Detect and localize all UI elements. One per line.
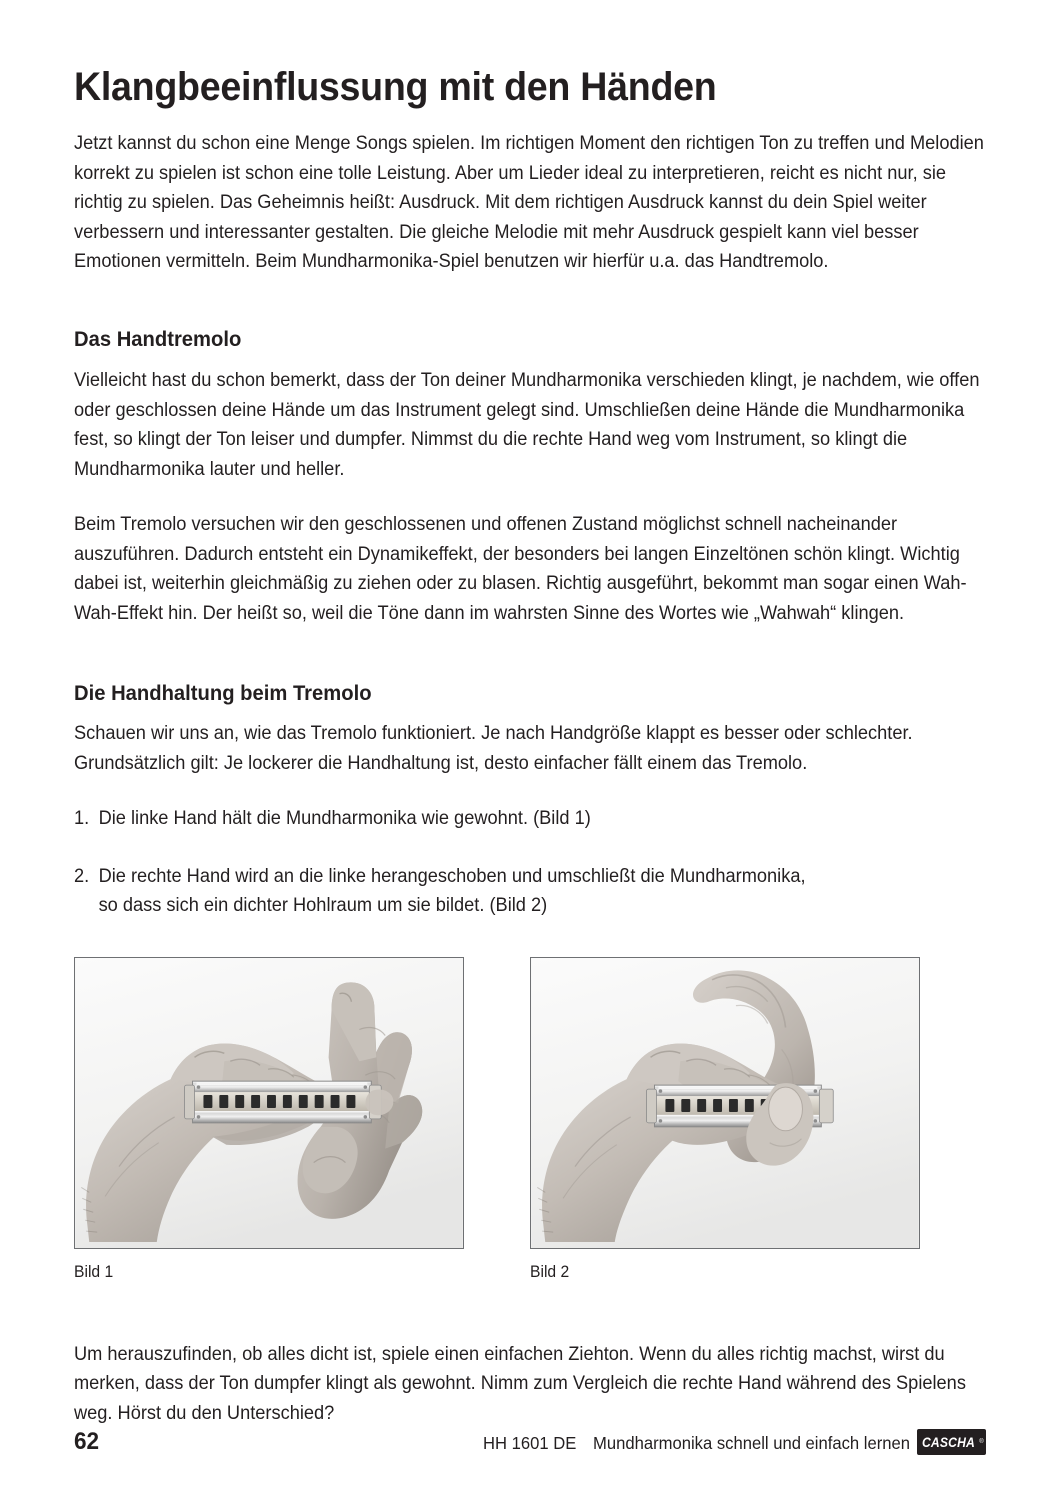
page-number: 62: [74, 1428, 100, 1455]
figure-bild-2: [530, 957, 922, 1282]
photo-frame-1: [74, 957, 464, 1249]
figure-bild-1: [74, 957, 466, 1282]
step-text-1: Die linke Hand hält die Mundharmonika wie gewohnt. (Bild 1): [98, 808, 591, 830]
step-number-2: 2.: [74, 865, 90, 887]
section-heading-handhaltung: Die Handhaltung beim Tremolo: [74, 681, 372, 706]
section-paragraph-2: Beim Tremolo versuchen wir den geschlossenen und offenen Zustand möglichst schnell nacheinander auszuführen. Dadurch entsteht ein Dynamikeffekt, der besonders bei langen Einzeltönen schön klingt. Wichtig dabei ist, weiterhin gleichmäßig zu ziehen oder zu blasen. Richtig ausgeführt, bekommt man sogar einen Wah-Wah-Effekt hin. Der heißt so, weil die Töne dann im wahrsten Sinne des Wortes wie „Wahwah“ klingen.: [74, 514, 967, 624]
page-content: [74, 0, 986, 1428]
footer-product-code: HH 1601 DE: [483, 1433, 577, 1453]
photo-frame-2: [530, 957, 920, 1249]
figure-caption-2: Bild 2: [530, 1262, 570, 1281]
section-paragraph-3: Schauen wir uns an, wie das Tremolo funktioniert. Je nach Handgröße klappt es besser oder schlechter. Grundsätzlich gilt: Je lockerer die Handhaltung ist, desto einfacher fällt einem das Tremolo.: [74, 723, 913, 774]
cascha-logo: [917, 1429, 986, 1455]
page-title: Klangbeeinflussung mit den Händen: [74, 65, 717, 109]
cascha-logo-text: CASCHA: [922, 1434, 976, 1450]
footer-book-title: Mundharmonika schnell und einfach lernen: [593, 1433, 911, 1453]
section-paragraph-1: Vielleicht hast du schon bemerkt, dass der Ton deiner Mundharmonika verschieden klingt, je nachdem, wie offen oder geschlossen deine Hände um das Instrument gelegt sind. Umschließen deine Hände die Mundharmonika fest, so klingt der Ton leiser und dumpfer. Nimmst du die rechte Hand weg vom Instrument, so klingt die Mundharmonika lauter und heller.: [74, 370, 980, 480]
closing-paragraph: Um herauszufinden, ob alles dicht ist, spiele einen einfachen Ziehton. Wenn du alles richtig machst, wirst du merken, dass der Ton dumpfer klingt als gewohnt. Nimm zum Vergleich die rechte Hand während des Spielens weg. Hörst du den Unterschied?: [74, 1343, 966, 1424]
step-item-1: [74, 804, 1010, 834]
intro-paragraph: Jetzt kannst du schon eine Menge Songs spielen. Im richtigen Moment den richtigen Ton zu treffen und Melodien korrekt zu spielen ist schon eine tolle Leistung. Aber um Lieder ideal zu interpretieren, reicht es nicht nur, sie richtig zu spielen. Das Geheimnis heißt: Ausdruck. Mit dem richtigen Ausdruck kannst du dein Spiel weiter verbessern und interessanter gestalten. Die gleiche Melodie mit mehr Ausdruck gespielt kann viel besser Emotionen vermitteln. Beim Mundharmonika-Spiel benutzen wir hierfür u.a. das Handtremolo.: [74, 133, 984, 272]
photo-hands-open: [75, 958, 463, 1248]
page-footer: [74, 1428, 986, 1462]
step-number-1: 1.: [74, 808, 90, 830]
section-heading-handtremolo: Das Handtremolo: [74, 326, 242, 351]
figure-caption-1: Bild 1: [74, 1262, 114, 1281]
step-text-2-line1: Die rechte Hand wird an die linke herangeschoben und umschließt die Mundharmonika,: [98, 865, 806, 887]
figure-group: [74, 957, 986, 1282]
trademark-symbol: ®: [979, 1439, 984, 1445]
step-text-2-line2: so dass sich ein dichter Hohlraum um sie bildet. (Bild 2): [98, 895, 548, 917]
step-item-2: [74, 862, 1010, 921]
photo-hands-closed: [531, 958, 919, 1248]
